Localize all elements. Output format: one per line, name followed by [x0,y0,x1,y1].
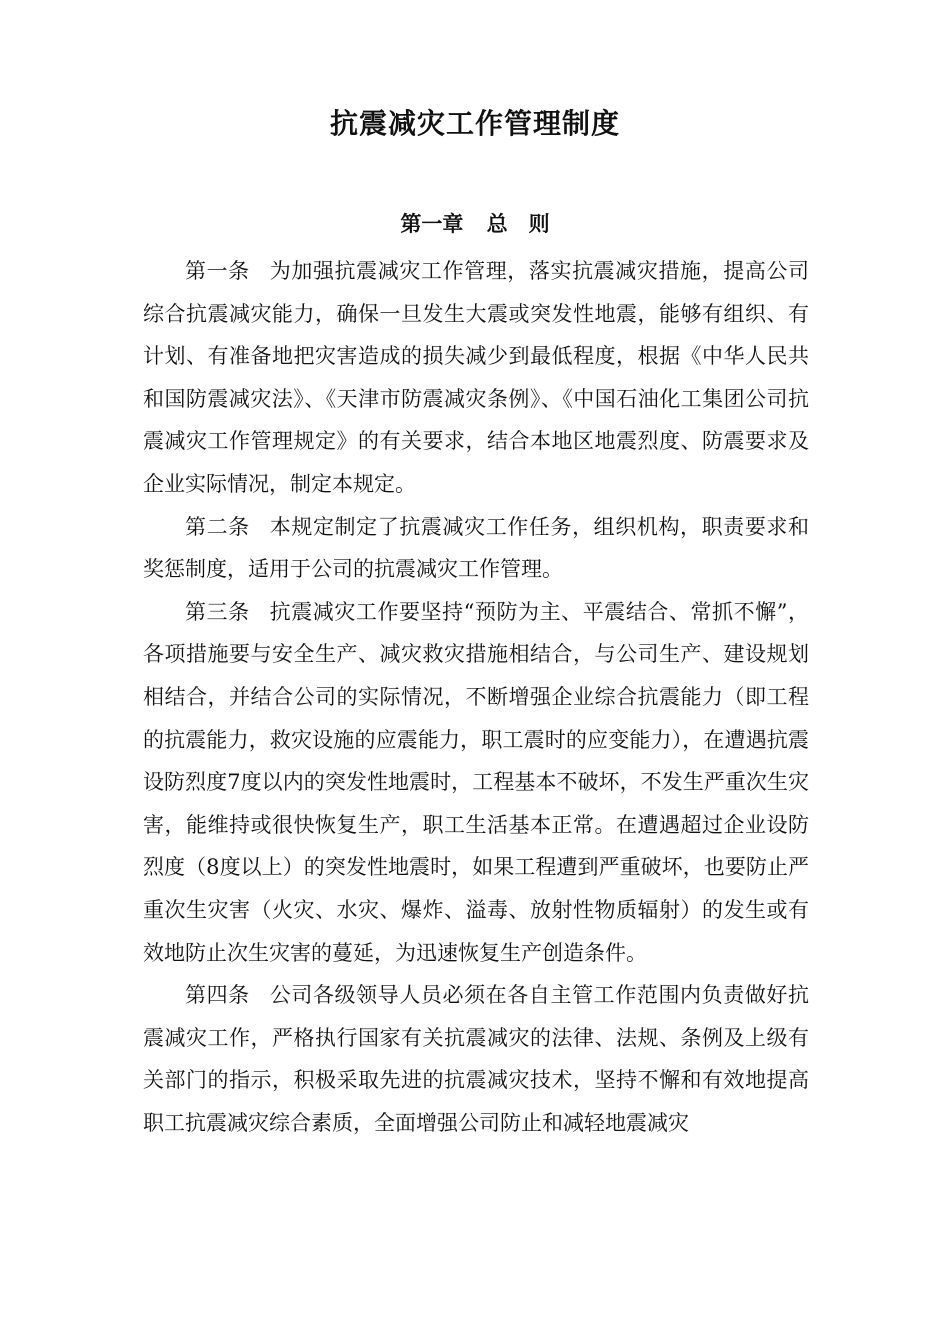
article-text: 抗震减灾工作要坚持“预防为主、平震结合、常抓不懈”，各项措施要与安全生产、减灾救灾措施相结合，与公司生产、建设规划相结合，并结合公司的实际情况，不断增强企业综合抗震能力（即工程的抗震能力，救灾设施的应震能力，职工震时的应变能力），在遭遇抗震设防烈度7度以内的突发性地震时，工程基本不破坏，不发生严重次生灾害，能维持或很快恢复生产，职工生活基本正常。在遭遇超过企业设防烈度（8度以上）的突发性地震时，如果工程遭到严重破坏，也要防止严重次生灾害（火灾、水灾、爆炸、溢毒、放射性物质辐射）的发生或有效地防止次生灾害的蔓延，为迅速恢复生产创造条件。 [143,599,809,965]
article-text: 为加强抗震减灾工作管理，落实抗震减灾措施，提高公司综合抗震减灾能力，确保一旦发生大震或突发性地震，能够有组织、有计划、有准备地把灾害造成的损失减少到最低程度，根据《中华人民共和国防震减灾法》、《天津市防震减灾条例》、《中国石油化工集团公司抗震减灾工作管理规定》的有关要求，结合本地区地震烈度、防震要求及企业实际情况，制定本规定。 [143,259,810,496]
article-number: 第四条 [185,983,250,1008]
article-paragraph [143,506,809,591]
article-text: 本规定制定了抗震减灾工作任务，组织机构，职责要求和奖惩制度，适用于公司的抗震减灾工作管理。 [143,514,810,582]
document-body [143,250,809,1144]
chapter-heading: 第一章 总 则 [400,212,550,236]
article-number: 第三条 [185,599,250,624]
article-text: 公司各级领导人员必须在各自主管工作范围内负责做好抗震减灾工作，严格执行国家有关抗震减灾的法律、法规、条例及上级有关部门的指示，积极采取先进的抗震减灾技术，坚持不懈和有效地提高职工抗震减灾综合素质，全面增强公司防止和减轻地震减灾 [143,983,810,1135]
article-paragraph [143,250,809,506]
article-paragraph [143,591,809,974]
document-title: 抗震减灾工作管理制度 [329,107,620,140]
article-paragraph [143,974,809,1144]
article-number: 第二条 [185,514,250,539]
article-number: 第一条 [185,259,250,283]
